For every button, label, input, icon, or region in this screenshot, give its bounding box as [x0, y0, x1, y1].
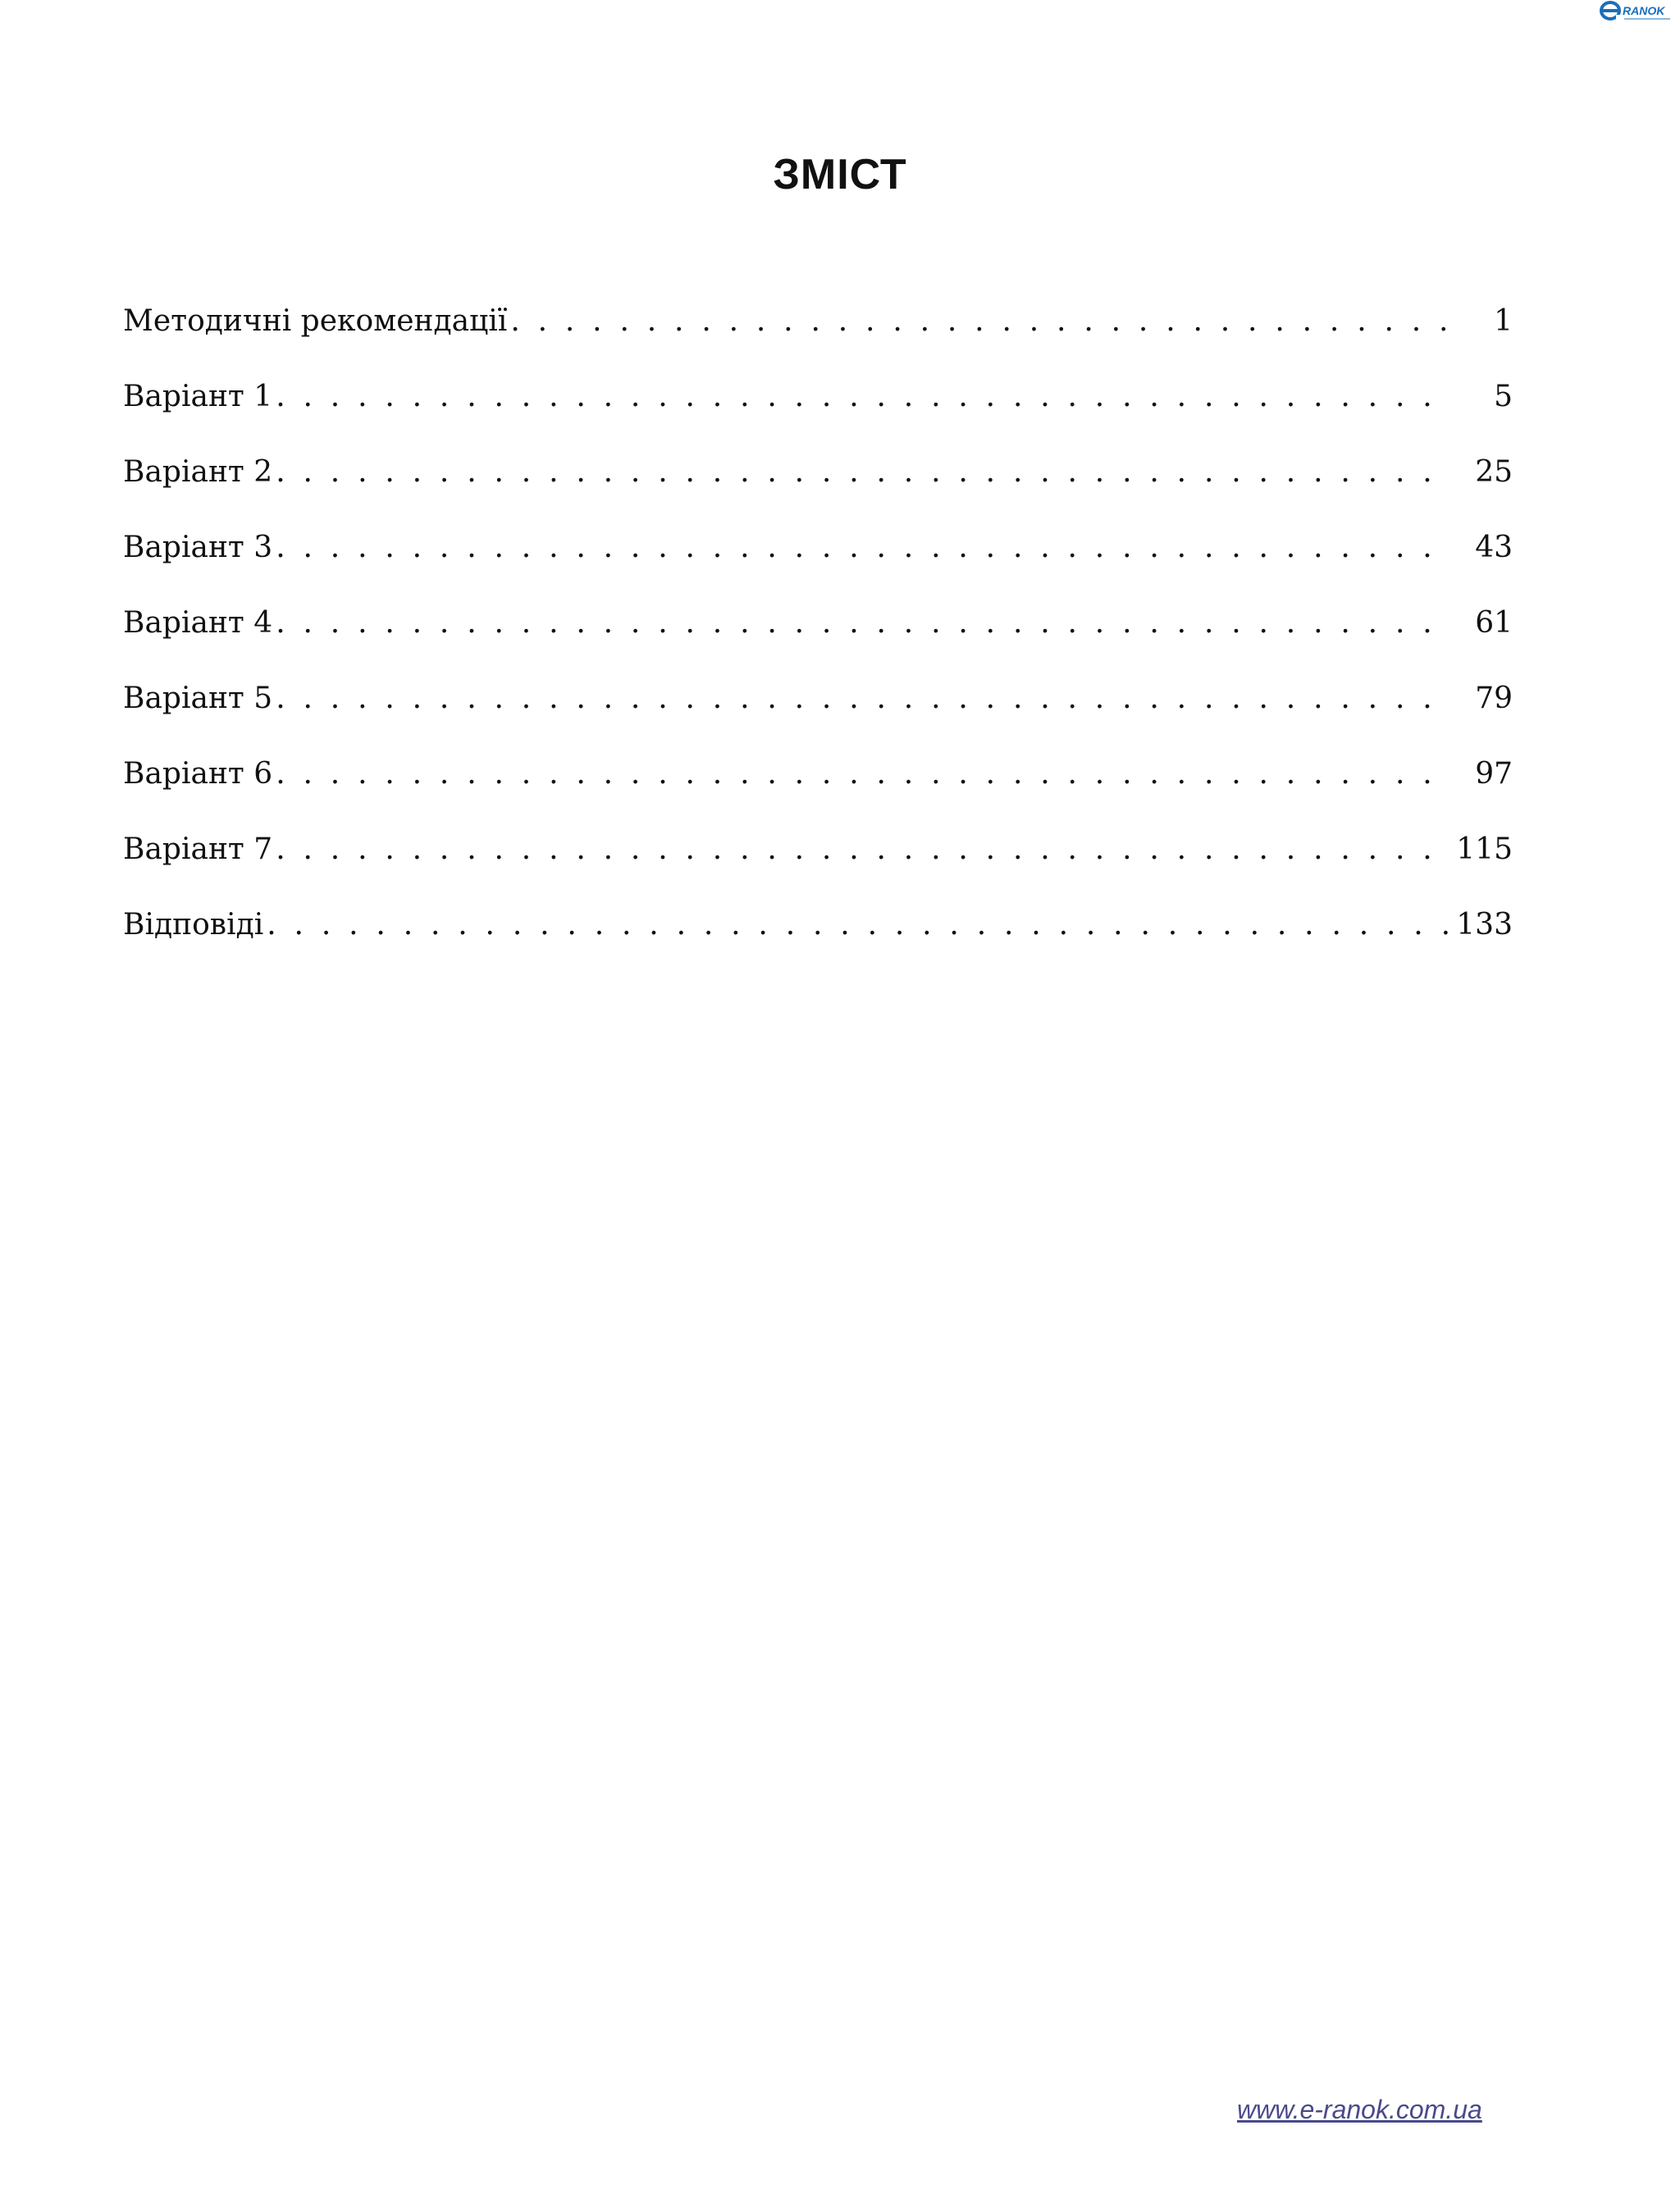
- website-link[interactable]: www.e-ranok.com.ua: [1237, 2095, 1482, 2124]
- toc-dot-leader: [276, 448, 1452, 497]
- toc-entry-label: Варіант 5: [123, 682, 273, 715]
- page-title: ЗМІСТ: [773, 151, 907, 198]
- toc-entry: [123, 901, 1513, 976]
- toc-entry-page: 1: [1494, 304, 1513, 338]
- table-of-contents: [123, 297, 1513, 976]
- toc-dot-leader: [276, 674, 1452, 723]
- toc-entry-label: Методичні рекомендації: [123, 304, 508, 338]
- toc-entry-page: 5: [1494, 380, 1513, 413]
- toc-entry-label: Варіант 6: [123, 757, 273, 791]
- toc-entry: [123, 448, 1513, 523]
- toc-entry-page: 25: [1475, 455, 1513, 489]
- toc-dot-leader: [276, 599, 1452, 648]
- toc-entry: [123, 372, 1513, 448]
- toc-entry: [123, 750, 1513, 825]
- toc-entry-page: 61: [1475, 606, 1513, 640]
- toc-dot-leader: [510, 297, 1452, 346]
- toc-entry-label: Варіант 2: [123, 455, 273, 489]
- toc-dot-leader: [276, 523, 1452, 572]
- toc-entry-label: Варіант 7: [123, 832, 273, 866]
- e-ranok-logo-icon: [1600, 0, 1675, 25]
- toc-entry-page: 115: [1456, 832, 1513, 866]
- toc-entry-page: 97: [1475, 757, 1513, 791]
- toc-entry: [123, 297, 1513, 372]
- toc-entry: [123, 674, 1513, 750]
- toc-entry-label: Відповіді: [123, 908, 264, 942]
- toc-entry: [123, 523, 1513, 599]
- toc-entry-label: Варіант 3: [123, 531, 273, 564]
- toc-dot-leader: [276, 372, 1452, 422]
- toc-entry: [123, 599, 1513, 674]
- toc-entry: [123, 825, 1513, 901]
- toc-dot-leader: [276, 750, 1452, 799]
- toc-entry-label: Варіант 4: [123, 606, 273, 640]
- toc-entry-page: 79: [1475, 682, 1513, 715]
- toc-entry-page: 43: [1475, 531, 1513, 564]
- publisher-logo: [1600, 0, 1675, 25]
- toc-dot-leader: [276, 825, 1452, 874]
- toc-entry-label: Варіант 1: [123, 380, 273, 413]
- toc-entry-page: 133: [1456, 908, 1513, 942]
- svg-text:RANOK: RANOK: [1623, 4, 1665, 17]
- toc-dot-leader: [267, 901, 1452, 950]
